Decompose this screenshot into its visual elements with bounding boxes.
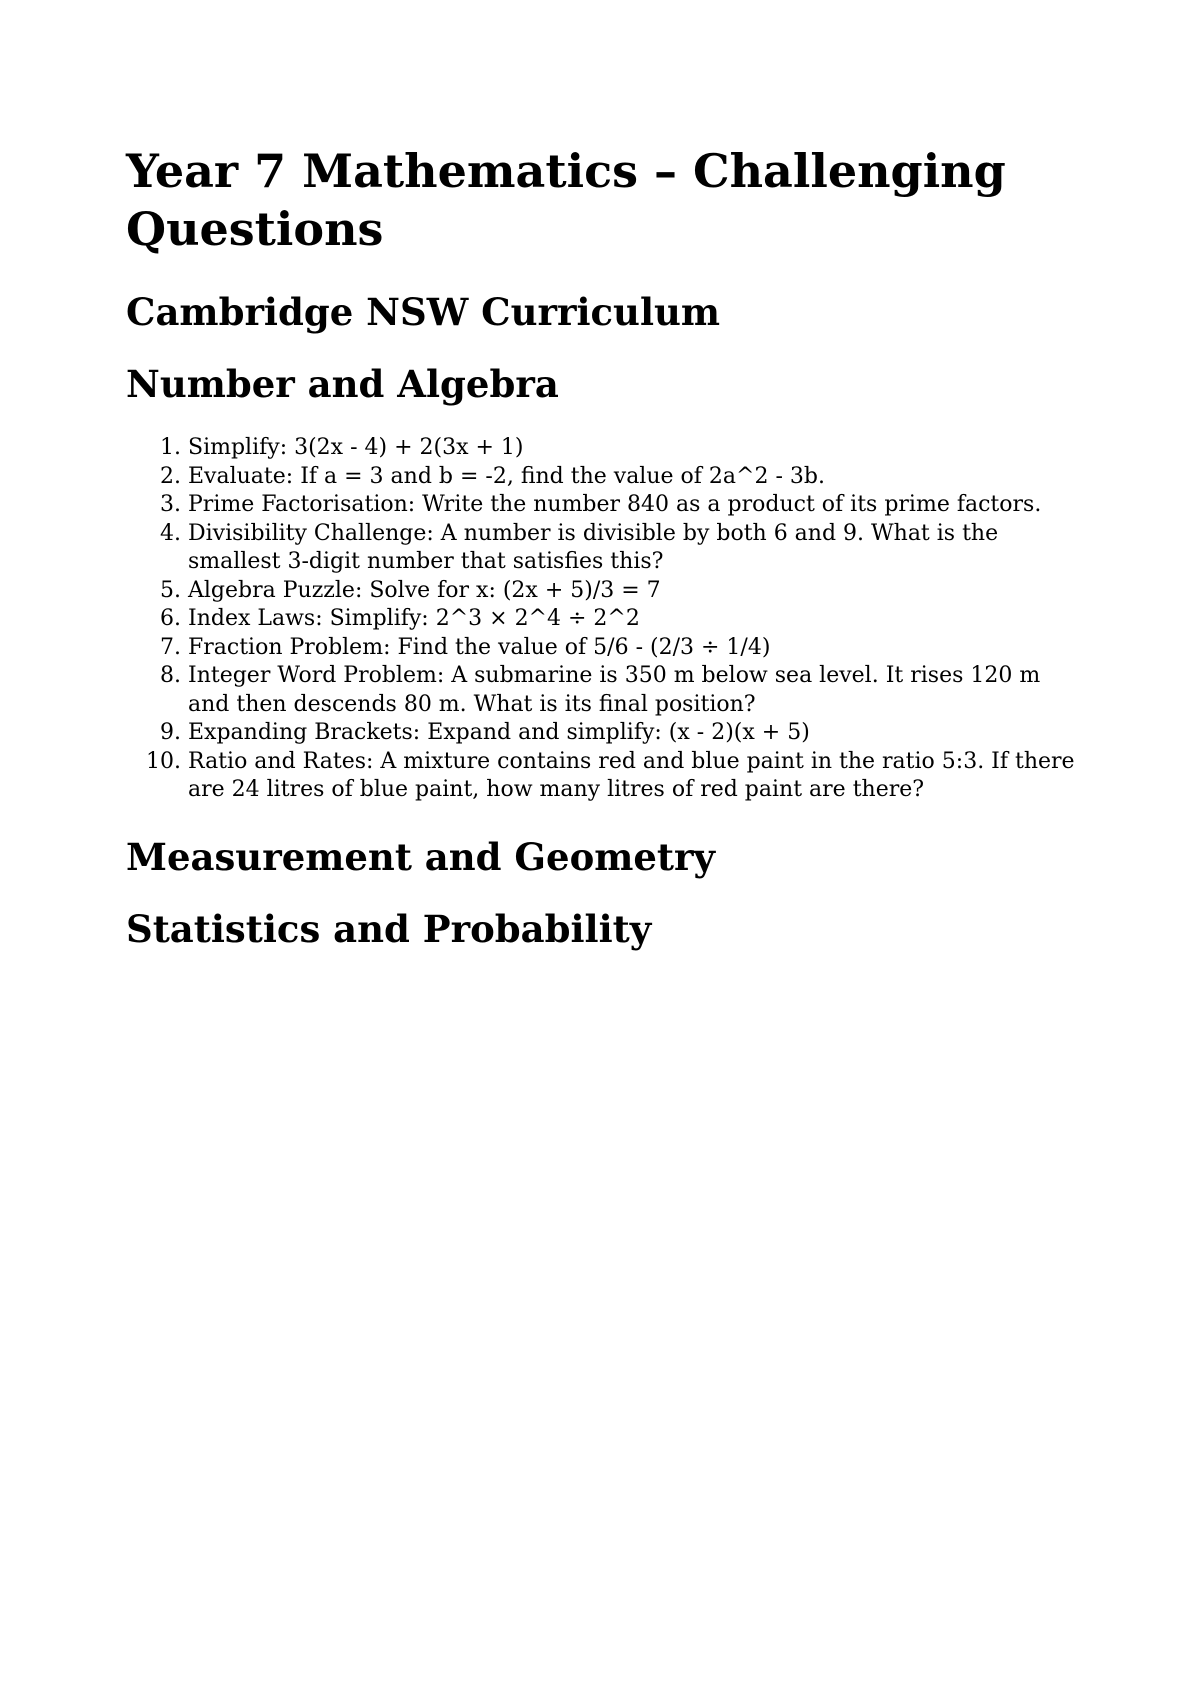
list-item: 4. Divisibility Challenge: A number is divisible by both 6 and 9. What is the smallest 3-digit number that satisfies this?	[188, 520, 1076, 577]
section-heading-measurement-geometry: Measurement and Geometry	[126, 834, 716, 879]
list-item: 9. Expanding Brackets: Expand and simplify: (x - 2)(x + 5)	[188, 719, 1076, 748]
document-subtitle: Cambridge NSW Curriculum	[126, 290, 721, 334]
section-heading-statistics-probability: Statistics and Probability	[126, 906, 652, 951]
list-item: 3. Prime Factorisation: Write the number 840 as a product of its prime factors.	[188, 491, 1076, 520]
document-page	[126, 142, 1076, 979]
list-item: 6. Index Laws: Simplify: 2^3 × 2^4 ÷ 2^2	[188, 605, 1076, 634]
list-item: 5. Algebra Puzzle: Solve for x: (2x + 5)/3 = 7	[188, 577, 1076, 606]
list-item: 1. Simplify: 3(2x - 4) + 2(3x + 1)	[188, 434, 1076, 463]
list-item: 7. Fraction Problem: Find the value of 5/6 - (2/3 ÷ 1/4)	[188, 634, 1076, 663]
list-item: 10. Ratio and Rates: A mixture contains red and blue paint in the ratio 5:3. If there are 24 litres of blue paint, how many litres of red paint are there?	[188, 748, 1076, 805]
list-item: 8. Integer Word Problem: A submarine is 350 m below sea level. It rises 120 m and then descends 80 m. What is its final position?	[188, 662, 1076, 719]
section-heading-number-algebra: Number and Algebra	[126, 362, 559, 406]
document-title: Year 7 Mathematics – Challenging Questions	[126, 144, 1006, 256]
question-list	[126, 434, 1076, 805]
list-item: 2. Evaluate: If a = 3 and b = -2, find the value of 2a^2 - 3b.	[188, 463, 1076, 492]
